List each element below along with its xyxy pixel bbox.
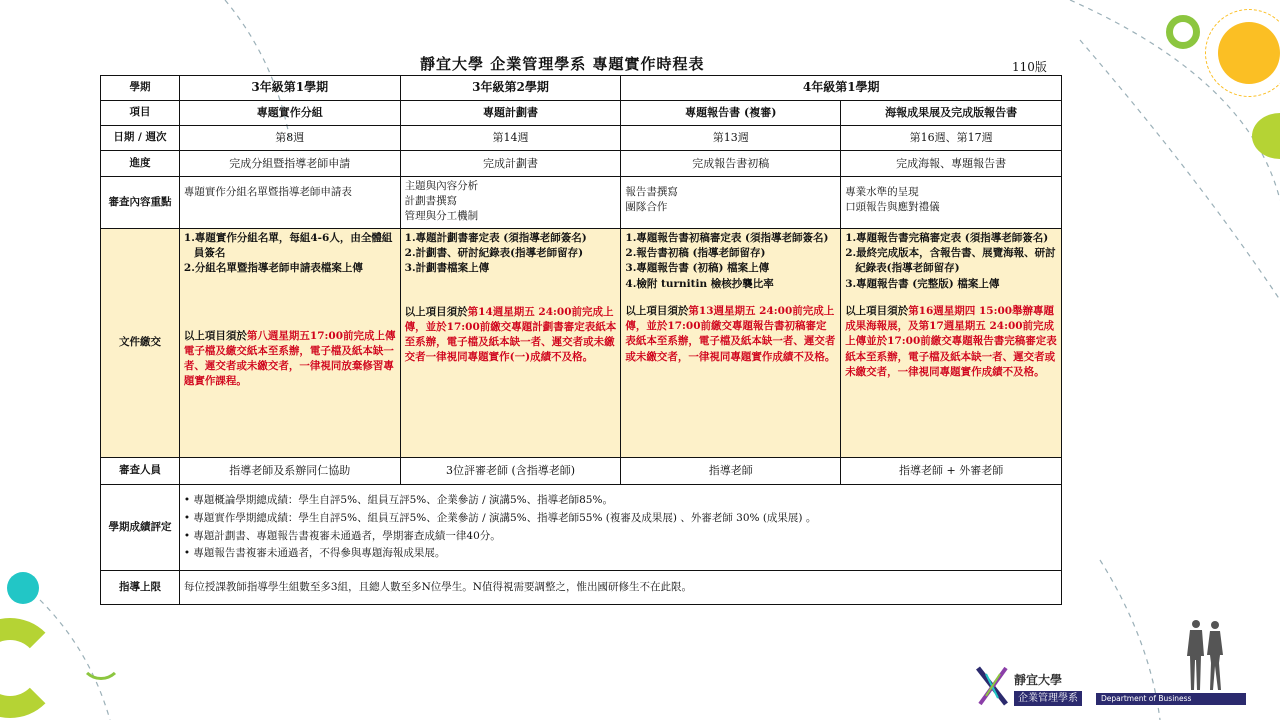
doc-item: 2.分組名單暨指導老師申請表檔案上傳: [183, 262, 363, 275]
row-label-limit: 指導上限: [101, 571, 180, 605]
reviewer-cell: 指導老師 + 外審老師: [841, 458, 1062, 485]
department-logo: [976, 664, 1246, 715]
week-cell: 第14週: [400, 126, 621, 151]
item-cell: 專題實作分組: [179, 101, 400, 126]
doc-item: 1.專題報告書完稿審定表 (須指導老師簽名): [845, 232, 1049, 244]
doc-item: 2.計劃書、研討紀錄表(指導老師留存): [404, 247, 584, 260]
limit-row: [101, 571, 1062, 605]
docs-cell: [621, 229, 841, 458]
item-cell: 海報成果展及完成版報告書: [841, 101, 1062, 126]
reviewers-row: [101, 458, 1062, 485]
logo-department-zh: 企業管理學系: [1014, 691, 1082, 706]
row-label-item: 項目: [101, 101, 180, 126]
grading-cell: [179, 485, 1061, 571]
item-cell: 專題計劃書: [400, 101, 621, 126]
week-cell: 第13週: [621, 126, 841, 151]
docs-row: [101, 229, 1062, 458]
grading-rule: • 專題報告書複審未通過者，不得參與專題海報成果展。: [183, 547, 446, 560]
logo-department-en: Department of Business Administration: [1096, 693, 1246, 705]
week-cell: 第8週: [179, 126, 400, 151]
reviewer-cell: 指導老師及系辦同仁協助: [179, 458, 400, 485]
yellow-circle-decoration: [1218, 22, 1280, 84]
semester-cell: 3年級第1學期: [179, 76, 400, 101]
docs-cell: [400, 229, 621, 458]
logo-school-name: 靜宜大學: [1014, 673, 1063, 687]
item-row: [101, 101, 1062, 126]
doc-item: 3.專題報告書 (完整版) 檔案上傳: [845, 277, 1000, 290]
review-cell: [400, 177, 621, 229]
semester-cell: 4年級第1學期: [621, 76, 1062, 101]
row-label-progress: 進度: [101, 151, 180, 177]
progress-cell: 完成計劃書: [400, 151, 621, 177]
logo-mark-icon: [976, 664, 1012, 708]
schedule-table: [100, 75, 1062, 605]
review-cell: [841, 177, 1062, 229]
review-cell: [179, 177, 400, 229]
doc-item: 1.專題實作分組名單，每組4-6人，由全體組員簽名: [183, 232, 393, 260]
teal-circle-decoration: [7, 572, 39, 604]
grading-rule: • 專題概論學期總成績：學生自評5%、組員互評5%、企業參訪 / 演講5%、指導老師85%。: [183, 493, 613, 506]
deadline-note: 以上項目須於第13週星期五 24:00前完成上傳，並於17:00前繳交專題報告書初稿審定表紙本至系辦，電子檔及紙本缺一者、遲交者或未繳交者，一律視同專題實作成績不及格。: [625, 304, 836, 363]
review-text: 專業水準的呈現: [845, 186, 919, 198]
version-label: 110版: [1012, 60, 1047, 74]
row-label-semester: 學期: [101, 76, 180, 101]
item-cell: 專題報告書 (複審): [621, 101, 841, 126]
deadline-note: 以上項目須於第16週星期四 15:00舉辦專題成果海報展，及第17週星期五 24:00前完成上傳並於17:00前繳交專題報告書完稿審定表紙本至系辦，電子檔及紙本缺一者、遲交者或未繳交者，一律視同專題實作成績不及格。: [845, 304, 1057, 378]
doc-item: 2.報告書初稿 (指導老師留存): [625, 247, 766, 260]
deadline-note: 以上項目須於第八週星期五17:00前完成上傳電子檔及繳交紙本至系辦，電子檔及紙本缺一者、遲交者或未繳交者，一律視同放棄修習專題實作課程。: [183, 329, 396, 388]
doc-item: 1.專題計劃書審定表 (須指導老師簽名): [404, 232, 587, 244]
week-cell: 第16週、第17週: [841, 126, 1062, 151]
progress-cell: 完成海報、專題報告書: [841, 151, 1062, 177]
doc-item: 1.專題報告書初稿審定表 (須指導老師簽名): [625, 232, 829, 244]
green-arc-decoration: [80, 640, 122, 680]
review-text: 計劃書撰寫: [404, 195, 458, 208]
review-cell: [621, 177, 841, 229]
week-row: [101, 126, 1062, 151]
green-ring-decoration: [1166, 15, 1200, 49]
page-title: 靜宜大學 企業管理學系 專題實作時程表: [420, 55, 705, 73]
row-label-docs: 文件繳交: [101, 229, 180, 458]
review-text: 專題實作分組名單暨指導老師申請表: [183, 186, 352, 198]
docs-cell: [179, 229, 400, 458]
grading-rule: • 專題計劃書、專題報告書複審未通過者，學期審查成績一律40分。: [183, 529, 501, 542]
review-focus-row: [101, 177, 1062, 229]
progress-cell: 完成報告書初稿: [621, 151, 841, 177]
review-text: 團隊合作: [625, 201, 668, 214]
row-label-review-focus: 審查內容重點: [101, 177, 180, 229]
doc-item: 3.專題報告書 (初稿) 檔案上傳: [625, 262, 770, 275]
deadline-note: 以上項目須於第14週星期五 24:00前完成上傳，並於17:00前繳交專題計劃書審定表紙本至系辦，電子檔及紙本缺一者、遲交者或未繳交者一律視同專題實作(一)成績不及格。: [404, 305, 617, 364]
progress-cell: 完成分組暨指導老師申請: [179, 151, 400, 177]
grading-rule: • 專題實作學期總成績：學生自評5%、組員互評5%、企業參訪 / 演講5%、指導老師55% (複審及成果展) 、外審老師 30% (成果展) 。: [183, 511, 817, 524]
doc-item: 4.檢附 turnitin 檢核抄襲比率: [625, 277, 774, 290]
semester-cell: 3年級第2學期: [400, 76, 621, 101]
row-label-date-week: 日期 / 週次: [101, 126, 180, 151]
docs-cell: [841, 229, 1062, 458]
row-label-reviewers: 審查人員: [101, 458, 180, 485]
reviewer-cell: 3位評審老師 (含指導老師): [400, 458, 621, 485]
doc-item: 3.計劃書檔案上傳: [404, 262, 490, 275]
review-text: 口頭報告與應對禮儀: [845, 201, 940, 214]
doc-item: 2.最終完成版本，含報告書、展覽海報、研討紀錄表(指導老師留存): [845, 247, 1056, 275]
progress-row: [101, 151, 1062, 177]
row-label-grading: 學期成績評定: [101, 485, 180, 571]
limit-cell: 每位授課教師指導學生組數至多3組，且總人數至多N位學生。N值得視需要調整之，惟出國研修生不在此限。: [179, 571, 1061, 605]
reviewer-cell: 指導老師: [621, 458, 841, 485]
grading-row: [101, 485, 1062, 571]
review-text: 管理與分工機制: [404, 210, 479, 223]
semester-row: [101, 76, 1062, 101]
review-text: 主題與內容分析: [404, 180, 479, 192]
review-text: 報告書撰寫: [625, 186, 678, 198]
